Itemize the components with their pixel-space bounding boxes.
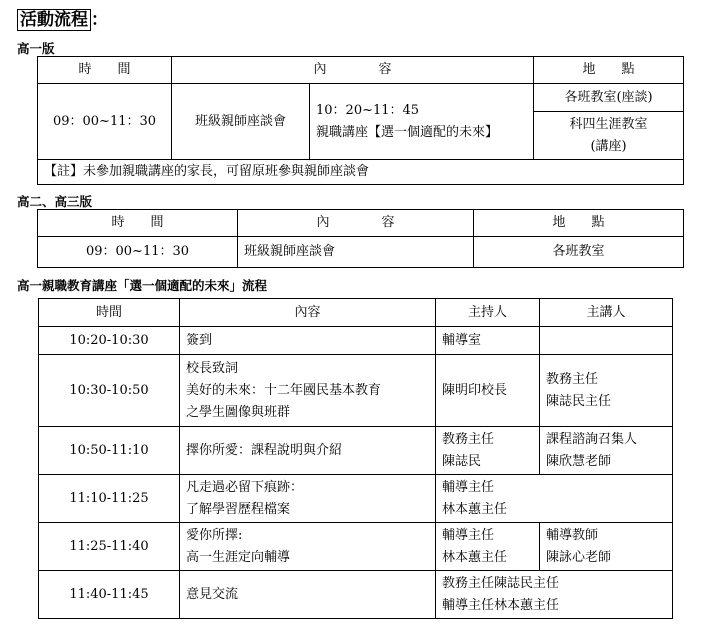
row-speaker-line: 輔導教師 <box>546 527 599 543</box>
table-row <box>39 571 673 619</box>
lecture-header-content: 內容 <box>180 299 436 327</box>
row-content-line: 凡走過必留下痕跡： <box>186 479 304 495</box>
grade1-heading: 高一版 <box>17 41 55 56</box>
row-content <box>180 475 436 523</box>
lecture-heading: 高一親職教育講座「選一個適配的未來」流程 <box>17 278 268 293</box>
row-content-line: 了解學習歷程檔案 <box>186 501 291 517</box>
grade1-header-time: 時 間 <box>38 57 172 84</box>
row-host <box>436 427 540 475</box>
row-host-line: 輔導主任林本蕙主任 <box>442 597 560 613</box>
title-colon: ： <box>91 10 108 30</box>
row-content-line: 美好的未來：十二年國民基本教育 <box>186 382 382 398</box>
row-content-line: 校長致詞 <box>186 360 239 376</box>
grade23-header-place: 地 點 <box>474 210 684 237</box>
row-speaker-line: 陳詠心老師 <box>546 549 612 565</box>
table-row <box>39 475 673 523</box>
row-time: 10:20-10:30 <box>39 327 180 355</box>
grade1-sub-time: 10：20~11：45 <box>316 102 420 118</box>
lecture-header-time: 時間 <box>39 299 180 327</box>
table-row <box>39 427 673 475</box>
lecture-header-speaker: 主講人 <box>540 299 673 327</box>
grade23-place: 各班教室 <box>474 237 684 268</box>
row-speaker-line: 陳誌民主任 <box>546 393 612 409</box>
row-content-line: 簽到 <box>186 332 213 348</box>
row-speaker-line: 陳欣慧老師 <box>546 453 612 469</box>
row-content <box>180 523 436 571</box>
row-time: 10:50-11:10 <box>39 427 180 475</box>
grade1-sub-title: 親職講座【選一個適配的未來】 <box>316 124 499 140</box>
title-text: 活動流程 <box>17 9 91 31</box>
row-host-line: 輔導主任 <box>442 527 495 543</box>
row-host-line: 林本蕙主任 <box>442 549 508 565</box>
grade23-heading: 高二、高三版 <box>17 194 93 209</box>
grade23-content: 班級親師座談會 <box>238 237 474 268</box>
row-time: 11:10-11:25 <box>39 475 180 523</box>
table-row <box>39 327 673 355</box>
row-host-line: 陳明印校長 <box>442 382 508 398</box>
grade1-place2 <box>534 112 684 160</box>
row-content-line: 擇你所愛：課程說明與介紹 <box>186 442 343 458</box>
row-content <box>180 327 436 355</box>
row-content-line: 高一生涯定向輔導 <box>186 549 291 565</box>
row-host-line: 林本蕙主任 <box>442 501 508 517</box>
grade1-table <box>37 56 684 185</box>
row-speaker <box>540 355 673 427</box>
grade23-header-time: 時 間 <box>38 210 238 237</box>
page-title <box>17 5 108 30</box>
grade1-note: 【註】未參加親職講座的家長，可留原班參與親師座談會 <box>38 160 684 185</box>
row-speaker <box>540 523 673 571</box>
grade1-time: 09：00~11：30 <box>38 84 172 160</box>
grade1-content-sub <box>310 84 534 160</box>
grade1-header-content: 內 容 <box>172 57 534 84</box>
table-row <box>39 355 673 427</box>
grade1-content-main: 班級親師座談會 <box>172 84 310 160</box>
row-content <box>180 427 436 475</box>
row-content-line: 愛你所擇: <box>186 527 243 543</box>
row-speaker <box>540 327 673 355</box>
row-speaker-line: 教務主任 <box>546 371 599 387</box>
table-row <box>39 523 673 571</box>
row-host <box>436 327 540 355</box>
row-host-line: 教務主任 <box>442 431 495 447</box>
grade23-header-content: 內 容 <box>238 210 474 237</box>
grade1-place2-line1: 科四生涯教室 <box>569 116 648 132</box>
row-host-line: 陳誌民 <box>442 453 482 469</box>
row-host-line: 教務主任陳誌民主任 <box>442 575 560 591</box>
row-host <box>436 475 673 523</box>
row-speaker-line: 課程諮詢召集人 <box>546 431 638 447</box>
row-content-line: 意見交流 <box>186 586 239 602</box>
row-host-line: 輔導主任 <box>442 479 495 495</box>
grade23-table <box>37 209 684 268</box>
lecture-table <box>38 298 673 619</box>
row-host-line: 輔導室 <box>442 332 482 348</box>
row-content <box>180 355 436 427</box>
lecture-header-host: 主持人 <box>436 299 540 327</box>
row-content-line: 之學生圖像與班群 <box>186 404 291 420</box>
row-time: 11:25-11:40 <box>39 523 180 571</box>
grade1-header-place: 地 點 <box>534 57 684 84</box>
row-content <box>180 571 436 619</box>
grade23-time: 09：00~11：30 <box>38 237 238 268</box>
row-host <box>436 523 540 571</box>
row-speaker <box>540 427 673 475</box>
grade1-place1: 各班教室(座談) <box>534 84 684 112</box>
row-time: 11:40-11:45 <box>39 571 180 619</box>
grade1-place2-line2: (講座) <box>590 138 627 154</box>
row-time: 10:30-10:50 <box>39 355 180 427</box>
row-host <box>436 355 540 427</box>
row-host <box>436 571 673 619</box>
